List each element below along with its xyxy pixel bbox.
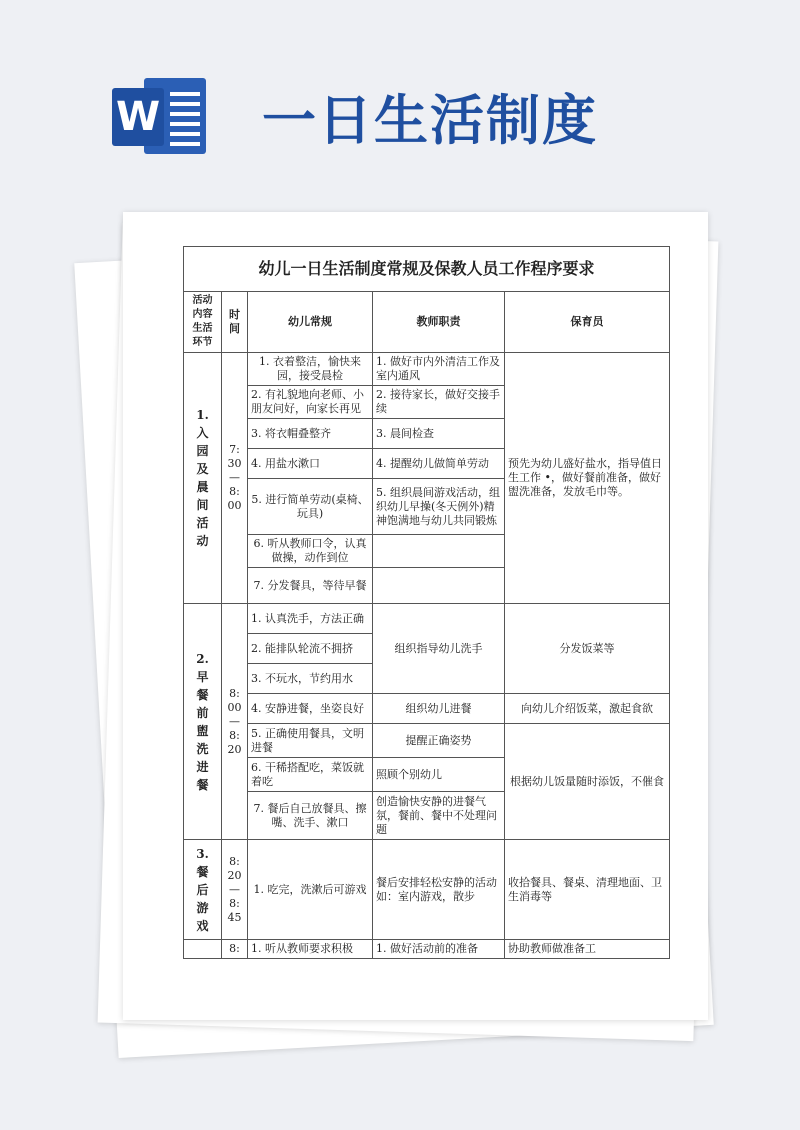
teacher-duty: 1. 做好活动前的准备 xyxy=(373,940,505,959)
teacher-duty: 提醒正确姿势 xyxy=(373,724,505,758)
column-header: 保育员 xyxy=(505,292,670,353)
table-row xyxy=(184,840,670,940)
section-time: 8:20—8:45 xyxy=(222,840,248,940)
teacher-duty: 照顾个别幼儿 xyxy=(373,758,505,792)
child-routine: 7. 分发餐具，等待早餐 xyxy=(248,568,373,604)
child-routine: 5. 进行简单劳动(桌椅、玩具) xyxy=(248,479,373,535)
nurse-duty: 向幼儿介绍饭菜，激起食欲 xyxy=(505,694,670,724)
teacher-duty: 组织指导幼儿洗手 xyxy=(373,604,505,694)
nurse-duty: 收拾餐具、餐桌、清理地面、卫生消毒等 xyxy=(505,840,670,940)
child-routine: 2. 能排队轮流不拥挤 xyxy=(248,634,373,664)
section-time: 8:00—8:20 xyxy=(222,604,248,840)
teacher-duty xyxy=(373,535,505,568)
word-logo xyxy=(112,72,212,160)
schedule-table xyxy=(183,246,670,959)
teacher-duty: 4. 提醒幼儿做简单劳动 xyxy=(373,449,505,479)
child-routine: 1. 衣着整洁，愉快来园，接受晨检 xyxy=(248,353,373,386)
section-time: 8: xyxy=(222,940,248,959)
table-row xyxy=(184,724,670,758)
table-row xyxy=(184,353,670,386)
document-page xyxy=(123,212,708,1020)
column-header: 活动内容生活环节 xyxy=(184,292,222,353)
column-header: 幼儿常规 xyxy=(248,292,373,353)
table-row xyxy=(184,940,670,959)
word-w-icon: W xyxy=(112,88,164,146)
teacher-duty: 创造愉快安静的进餐气氛，餐前、餐中不处理问题 xyxy=(373,792,505,840)
child-routine: 3. 将衣帽叠整齐 xyxy=(248,419,373,449)
table-row xyxy=(184,694,670,724)
nurse-duty: 分发饭菜等 xyxy=(505,604,670,694)
child-routine: 1. 听从教师要求积极 xyxy=(248,940,373,959)
section-name: 3.餐后游戏 xyxy=(184,840,222,940)
section-name: 2.早餐前盥洗进餐 xyxy=(184,604,222,840)
child-routine: 1. 认真洗手，方法正确 xyxy=(248,604,373,634)
teacher-duty: 餐后安排轻松安静的活动如：室内游戏，散步 xyxy=(373,840,505,940)
column-header: 时间 xyxy=(222,292,248,353)
section-name: 1.入园及晨间活动 xyxy=(184,353,222,604)
child-routine: 3. 不玩水，节约用水 xyxy=(248,664,373,694)
table-header-row xyxy=(184,292,670,353)
page-title: 一日生活制度 xyxy=(262,89,598,152)
teacher-duty xyxy=(373,568,505,604)
child-routine: 4. 用盐水漱口 xyxy=(248,449,373,479)
section-name xyxy=(184,940,222,959)
teacher-duty: 5. 组织晨间游戏活动，组织幼儿早操(冬天例外)精神饱满地与幼儿共同锻炼 xyxy=(373,479,505,535)
child-routine: 6. 干稀搭配吃，菜饭就着吃 xyxy=(248,758,373,792)
column-header: 教师职责 xyxy=(373,292,505,353)
table-caption: 幼儿一日生活制度常规及保教人员工作程序要求 xyxy=(184,247,670,292)
nurse-duty: 根据幼儿饭量随时添饭，不催食 xyxy=(505,724,670,840)
child-routine: 2. 有礼貌地向老师、小朋友问好，向家长再见 xyxy=(248,386,373,419)
table-row xyxy=(184,604,670,634)
child-routine: 4. 安静进餐，坐姿良好 xyxy=(248,694,373,724)
child-routine: 1. 吃完，洗漱后可游戏 xyxy=(248,840,373,940)
teacher-duty: 1. 做好市内外清洁工作及室内通风 xyxy=(373,353,505,386)
child-routine: 6. 听从教师口令，认真做操，动作到位 xyxy=(248,535,373,568)
teacher-duty: 3. 晨间检查 xyxy=(373,419,505,449)
section-time: 7:30—8:00 xyxy=(222,353,248,604)
nurse-duty: 协助教师做准备工 xyxy=(505,940,670,959)
nurse-duty: 预先为幼儿盛好盐水，指导值日生工作 •，做好餐前准备，做好盥洗准备，发放毛巾等。 xyxy=(505,353,670,604)
teacher-duty: 2. 接待家长，做好交接手续 xyxy=(373,386,505,419)
child-routine: 7. 餐后自己放餐具、擦嘴、洗手、漱口 xyxy=(248,792,373,840)
teacher-duty: 组织幼儿进餐 xyxy=(373,694,505,724)
child-routine: 5. 正确使用餐具，文明进餐 xyxy=(248,724,373,758)
